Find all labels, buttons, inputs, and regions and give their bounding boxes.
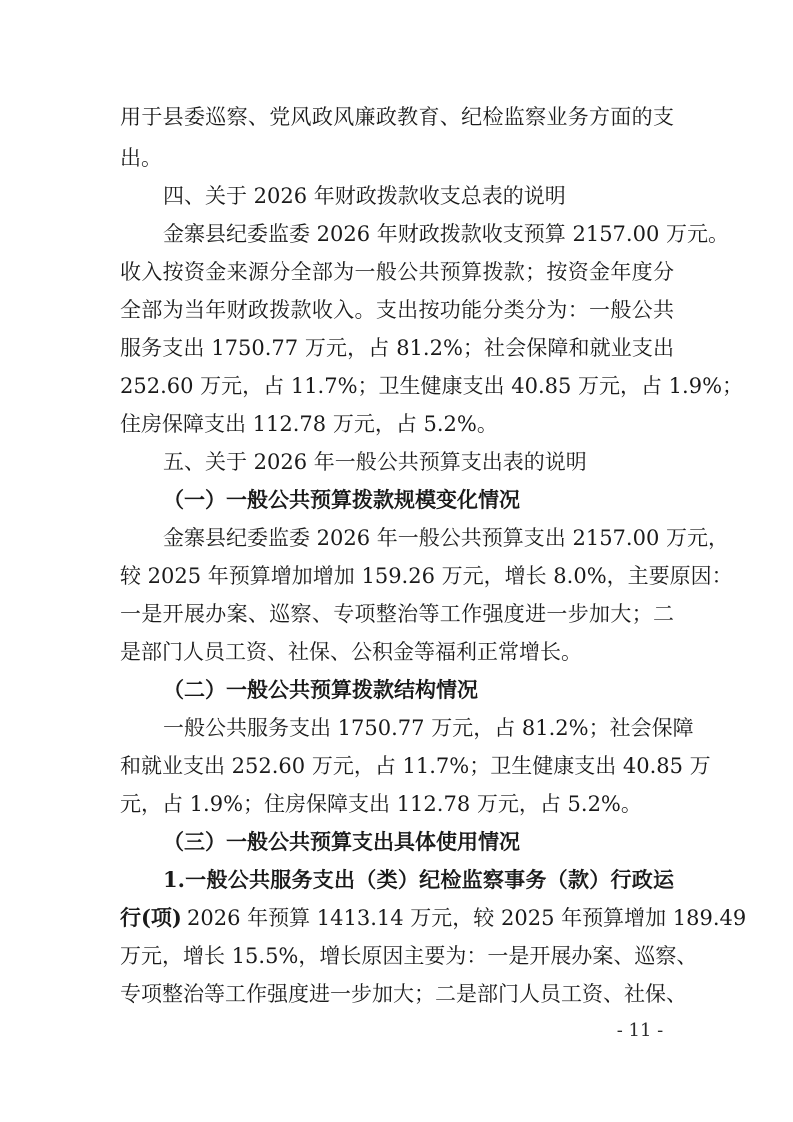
text-line <box>0 518 793 558</box>
section-heading <box>0 176 793 216</box>
paragraph-text: 2026 年预算 1413.14 万元，较 2025 年预算增加 189.49 <box>187 906 747 930</box>
paragraph-text: 252.60 万元，占 11.7%；卫生健康支出 40.85 万元，占 1.9%； <box>120 374 744 398</box>
paragraph-text: 收入按资金来源分全部为一般公共预算拨款；按资金年度分 <box>120 260 674 284</box>
text-line <box>0 214 793 254</box>
subsection-heading <box>0 670 793 710</box>
paragraph-text: 是部门人员工资、社保、公积金等福利正常增长。 <box>120 640 582 664</box>
paragraph-text: 一般公共服务支出 1750.77 万元，占 81.2%；社会保障 <box>163 716 694 740</box>
paragraph-text: 专项整治等工作强度进一步加大；二是部门人员工资、社保、 <box>120 982 687 1006</box>
paragraph-text: 出。 <box>120 146 162 170</box>
text-line <box>0 404 793 444</box>
text-line <box>0 594 793 634</box>
section-heading-text: 四、关于 2026 年财政拨款收支总表的说明 <box>163 184 566 208</box>
subsection-heading <box>0 822 793 862</box>
paragraph-text: 用于县委巡察、党风政风廉政教育、纪检监察业务方面的支 <box>120 105 674 129</box>
text-line <box>0 138 793 178</box>
subsection-heading-text: （二）一般公共预算拨款结构情况 <box>163 677 478 702</box>
page-number: - 11 - <box>616 1020 664 1041</box>
text-line <box>0 974 793 1014</box>
text-line <box>0 290 793 330</box>
paragraph-text: 金寨县纪委监委 2026 年一般公共预算支出 2157.00 万元， <box>163 526 729 550</box>
paragraph-text: 住房保障支出 112.78 万元，占 5.2%。 <box>120 412 498 436</box>
text-line <box>0 252 793 292</box>
text-line <box>0 97 793 137</box>
text-line <box>0 898 793 938</box>
item-heading-line <box>0 860 793 900</box>
item-heading-continuation: 行(项) <box>120 905 182 930</box>
text-line <box>0 746 793 786</box>
text-line <box>0 632 793 672</box>
section-heading-text: 五、关于 2026 年一般公共预算支出表的说明 <box>163 450 587 474</box>
paragraph-text: 较 2025 年预算增加增加 159.26 万元，增长 8.0%，主要原因： <box>120 564 733 588</box>
paragraph-text: 元，占 1.9%；住房保障支出 112.78 万元，占 5.2%。 <box>120 792 642 816</box>
text-line <box>0 328 793 368</box>
section-heading <box>0 442 793 482</box>
paragraph-text: 全部为当年财政拨款收入。支出按功能分类分为：一般公共 <box>120 298 674 322</box>
subsection-heading-text: （一）一般公共预算拨款规模变化情况 <box>163 487 520 512</box>
text-line <box>0 366 793 406</box>
paragraph-text: 和就业支出 252.60 万元，占 11.7%；卫生健康支出 40.85 万 <box>120 754 711 778</box>
text-line <box>0 708 793 748</box>
text-line <box>0 784 793 824</box>
text-line <box>0 556 793 596</box>
text-line <box>0 936 793 976</box>
paragraph-text: 金寨县纪委监委 2026 年财政拨款收支预算 2157.00 万元。 <box>163 222 729 246</box>
paragraph-text: 万元，增长 15.5%，增长原因主要为：一是开展办案、巡察、 <box>120 944 698 968</box>
paragraph-text: 一是开展办案、巡察、专项整治等工作强度进一步加大；二 <box>120 602 674 626</box>
paragraph-text: 服务支出 1750.77 万元，占 81.2%；社会保障和就业支出 <box>120 336 674 360</box>
item-heading-text: 1.一般公共服务支出（类）纪检监察事务（款）行政运 <box>163 867 674 892</box>
subsection-heading-text: （三）一般公共预算支出具体使用情况 <box>163 829 520 854</box>
subsection-heading <box>0 480 793 520</box>
